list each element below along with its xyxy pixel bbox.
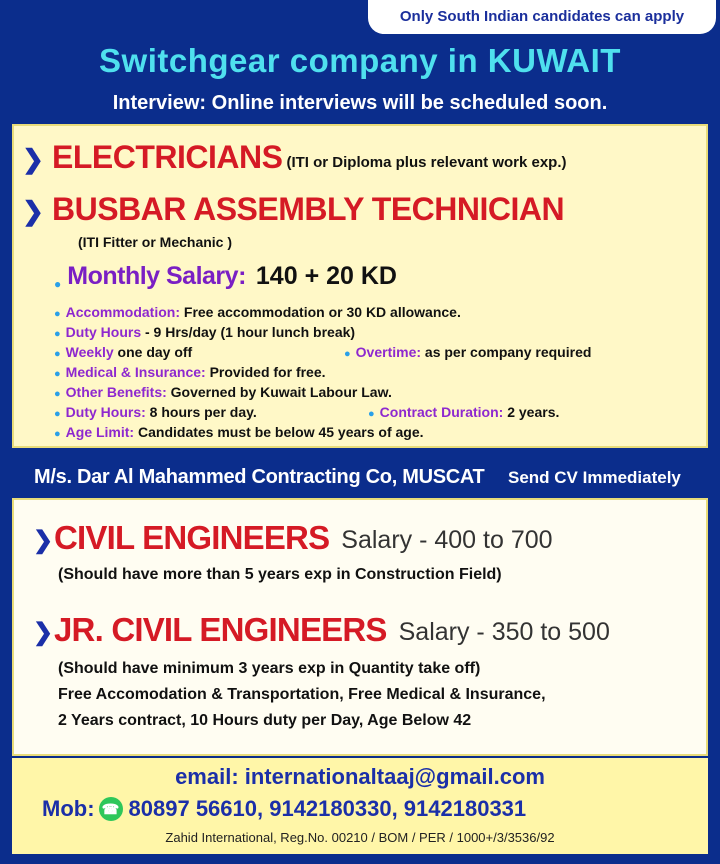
chevron-right-icon: ❯	[22, 144, 44, 174]
job-terms-line: 2 Years contract, 10 Hours duty per Day, Age Below 42	[58, 712, 472, 729]
bullet-icon: ●	[54, 277, 62, 291]
mobile-numbers	[42, 796, 526, 822]
top-notice: Only South Indian candidates can apply	[368, 0, 716, 34]
job-requirement: (Should have minimum 3 years exp in Quantity take off)	[58, 660, 481, 677]
interview-note: Interview: Online interviews will be scheduled soon.	[112, 92, 608, 114]
muscat-company: M/s. Dar Al Mahammed Contracting Co, MUSCAT	[34, 466, 485, 488]
job-title: BUSBAR ASSEMBLY TECHNICIAN	[52, 191, 565, 227]
job-electricians	[14, 140, 567, 174]
chevron-right-icon: ❯	[32, 619, 54, 646]
info-duty-hours-day: ● Duty Hours: 8 hours per day.	[54, 404, 257, 420]
job-title: JR. CIVIL ENGINEERS	[54, 611, 387, 648]
bullet-icon: ●	[54, 348, 61, 360]
mob-label: Mob:	[42, 796, 95, 821]
bullet-icon: ●	[54, 308, 61, 320]
job-title: CIVIL ENGINEERS	[54, 519, 330, 556]
info-other-benefits: ● Other Benefits: Governed by Kuwait Labour Law.	[54, 384, 392, 400]
bullet-icon: ●	[54, 368, 61, 380]
bullet-icon: ●	[54, 428, 61, 440]
job-requirement: (Should have more than 5 years exp in Construction Field)	[58, 566, 502, 583]
bullet-icon: ●	[54, 408, 61, 420]
chevron-right-icon: ❯	[32, 527, 54, 554]
phone-numbers[interactable]: 80897 56610, 9142180330, 9142180331	[128, 796, 527, 821]
busbar-subnote: (ITI Fitter or Mechanic )	[78, 234, 233, 250]
email-address[interactable]: email: internationaltaaj@gmail.com	[175, 764, 545, 789]
send-cv: Send CV Immediately	[508, 468, 681, 487]
registration-info: Zahid International, Reg.No. 00210 / BOM / PER / 1000+/3/3536/92	[165, 830, 555, 845]
monthly-salary	[54, 262, 397, 291]
job-note: (ITI or Diploma plus relevant work exp.)	[286, 154, 567, 171]
bullet-icon: ●	[54, 388, 61, 400]
chevron-right-icon: ❯	[22, 196, 44, 226]
headline: Switchgear company in KUWAIT	[99, 42, 621, 79]
info-duty-hours: ● Duty Hours - 9 Hrs/day (1 hour lunch break)	[54, 324, 356, 340]
contact-panel	[12, 758, 708, 854]
job-civil-engineers	[32, 520, 553, 556]
job-salary: Salary - 400 to 700	[341, 526, 553, 554]
whatsapp-icon: ☎	[99, 797, 123, 821]
job-title: ELECTRICIANS	[52, 139, 283, 175]
bullet-icon: ●	[368, 408, 375, 420]
salary-value: 140 + 20 KD	[255, 262, 397, 290]
job-jr-civil-engineers	[32, 612, 610, 648]
bullet-icon: ●	[344, 348, 351, 360]
info-age-limit: ● Age Limit: Candidates must be below 45 years of age.	[54, 424, 424, 440]
kuwait-panel	[12, 124, 708, 448]
info-medical: ● Medical & Insurance: Provided for free.	[54, 364, 326, 380]
job-benefits-line: Free Accomodation & Transportation, Free Medical & Insurance,	[58, 686, 546, 703]
job-salary: Salary - 350 to 500	[398, 618, 610, 646]
bullet-icon: ●	[54, 328, 61, 340]
info-contract: ● Contract Duration: 2 years.	[368, 404, 560, 420]
info-overtime: ● Overtime: as per company required	[344, 344, 592, 360]
muscat-panel	[12, 498, 708, 756]
info-accommodation: ● Accommodation: Free accommodation or 30 KD allowance.	[54, 304, 461, 320]
salary-label: Monthly Salary:	[67, 262, 246, 290]
job-busbar	[14, 192, 564, 226]
info-weekly: ● Weekly one day off	[54, 344, 193, 360]
